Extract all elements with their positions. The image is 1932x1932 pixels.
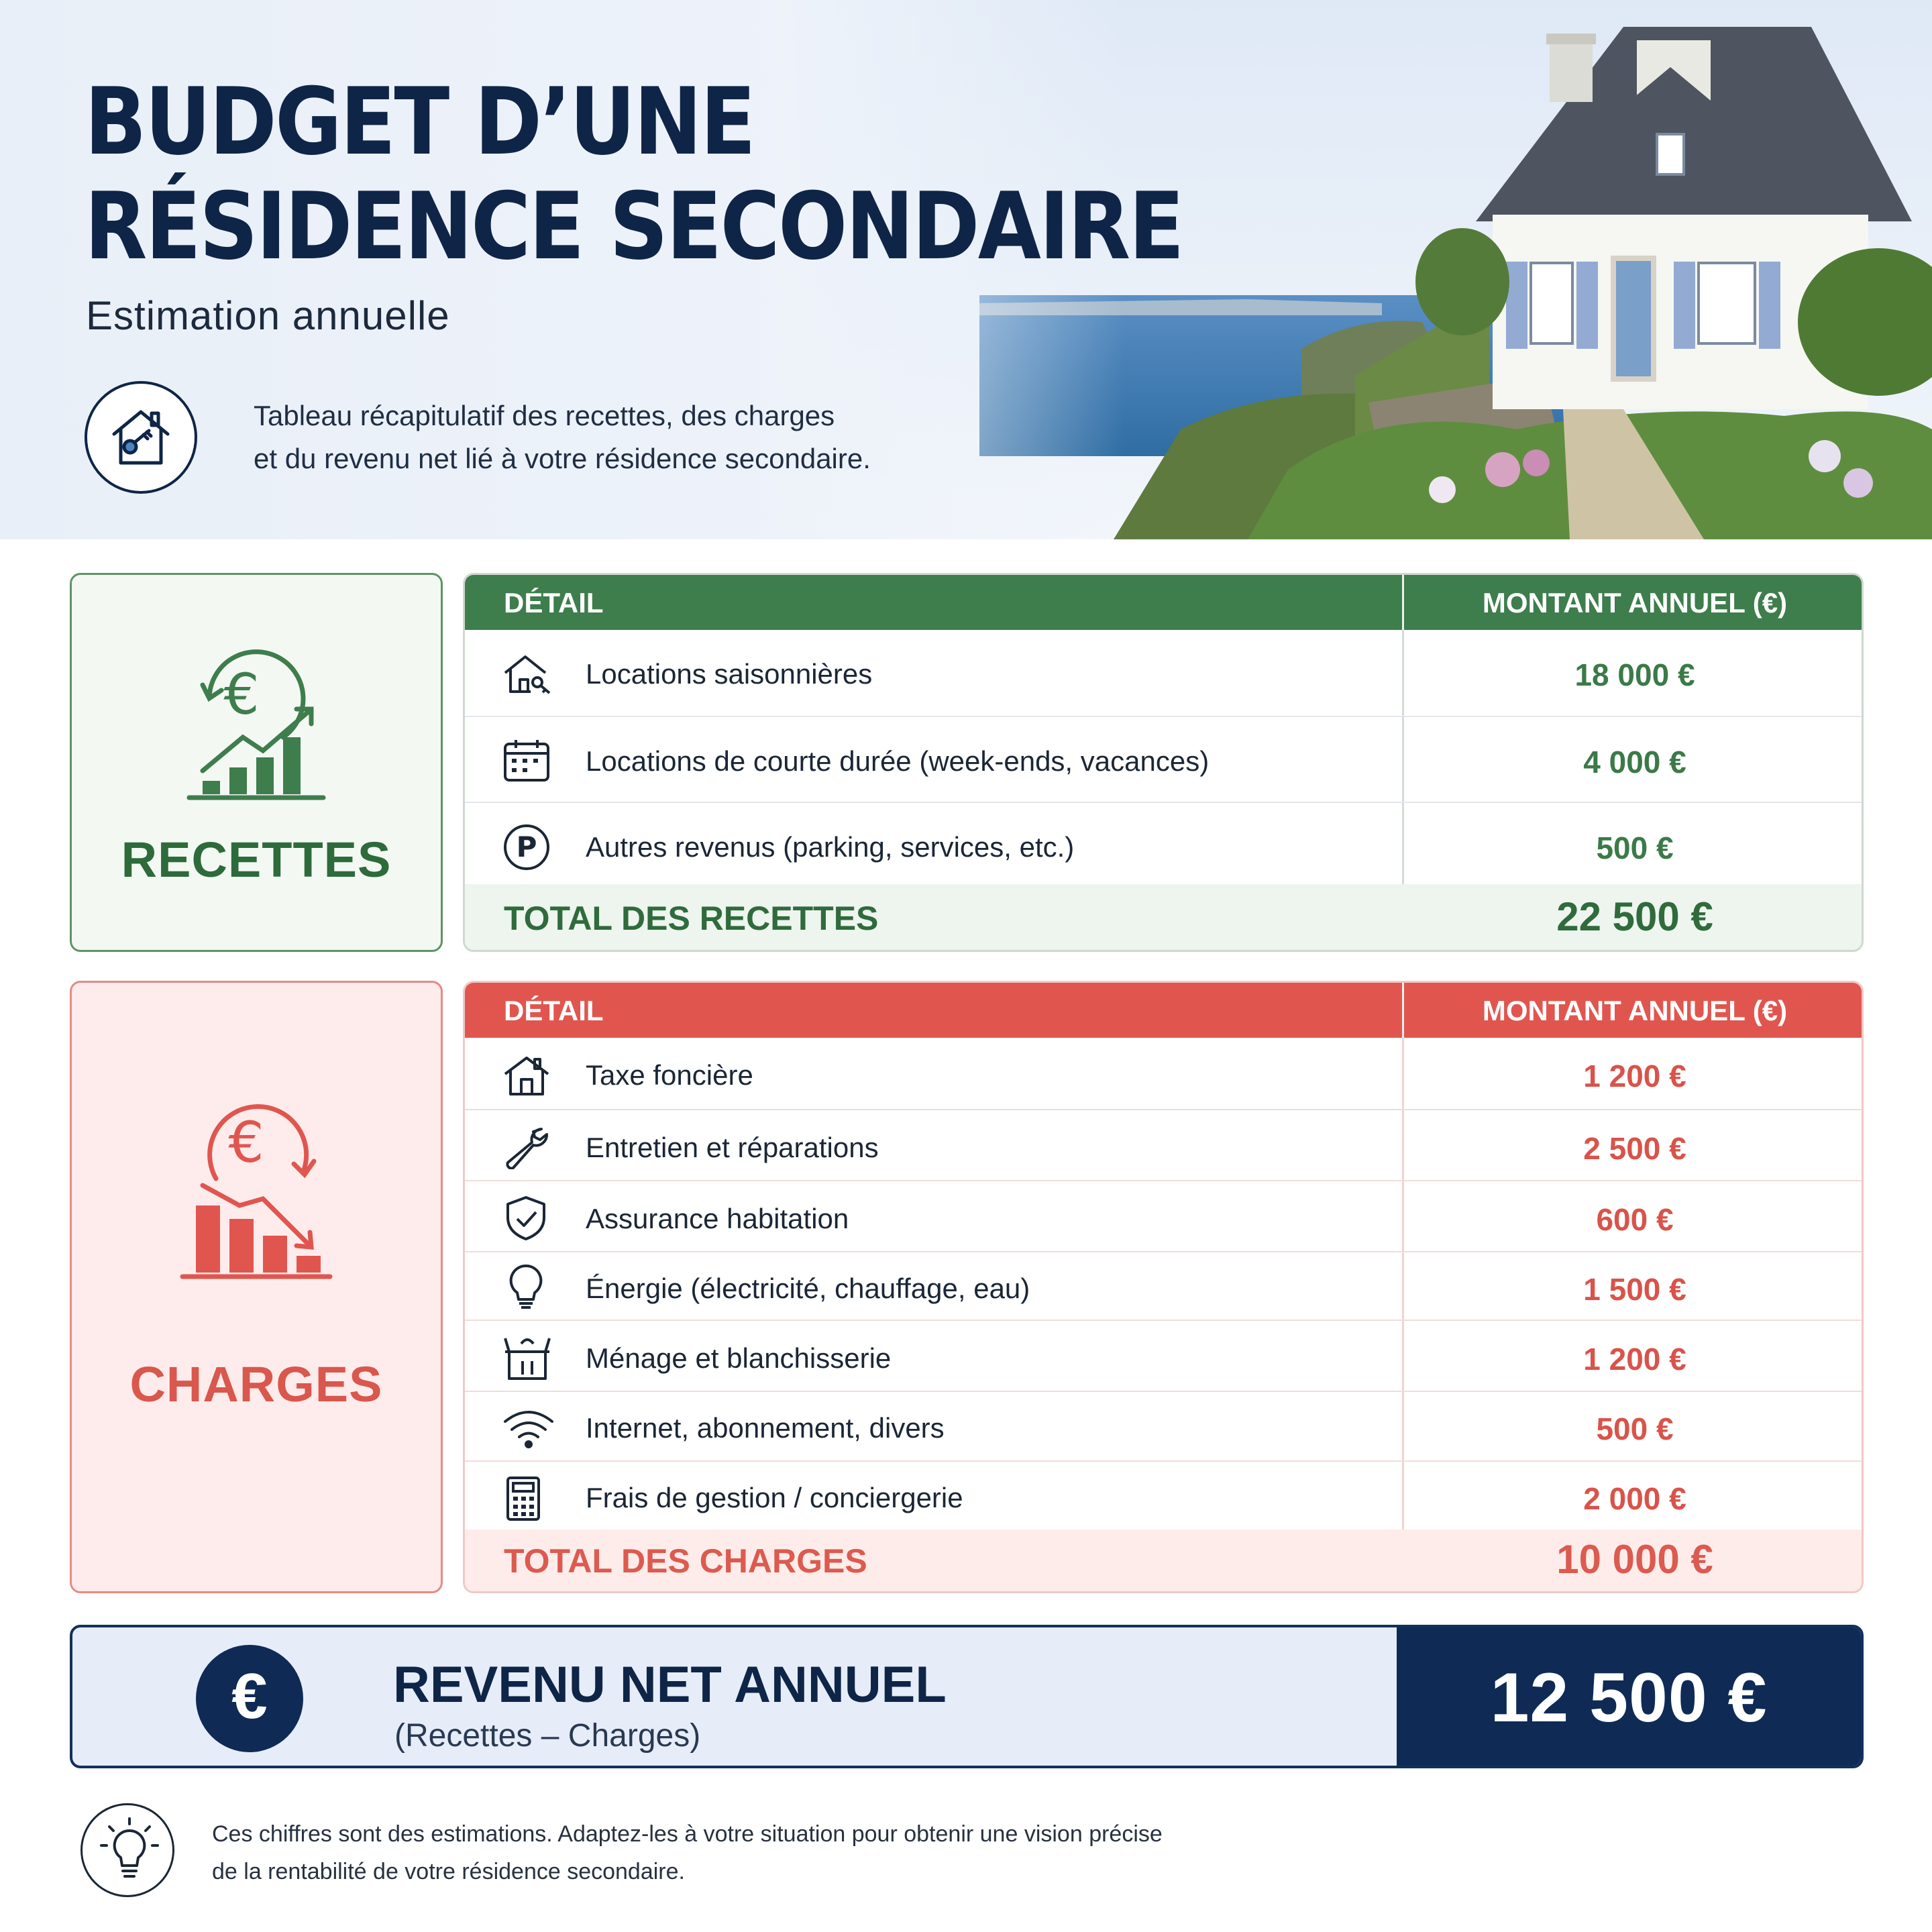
table-row bbox=[465, 1110, 1862, 1181]
recettes-table bbox=[463, 573, 1864, 952]
table-row bbox=[465, 1462, 1862, 1532]
row-amount: 18 000 € bbox=[1574, 657, 1695, 692]
euro-icon bbox=[196, 1645, 303, 1752]
footnote-text bbox=[212, 1815, 1285, 1890]
shield-check-icon bbox=[502, 1195, 549, 1242]
charges-table bbox=[463, 981, 1864, 1593]
page-subtitle: Estimation annuelle bbox=[86, 293, 450, 338]
charges-table-header bbox=[465, 983, 1862, 1038]
table-row bbox=[465, 1321, 1862, 1392]
row-amount: 500 € bbox=[1596, 830, 1674, 865]
intro-text bbox=[254, 394, 924, 480]
table-row bbox=[465, 630, 1862, 717]
col-header-detail: DÉTAIL bbox=[504, 587, 604, 619]
row-amount: 600 € bbox=[1596, 1202, 1674, 1237]
lightbulb-icon bbox=[502, 1263, 549, 1311]
total-amount: 22 500 € bbox=[1556, 894, 1713, 939]
header-banner bbox=[0, 0, 1932, 539]
charges-total-row bbox=[465, 1529, 1862, 1591]
table-row bbox=[465, 1038, 1862, 1110]
row-label: Entretien et réparations bbox=[586, 1132, 879, 1163]
total-label: TOTAL DES RECETTES bbox=[504, 900, 879, 937]
recettes-label: RECETTES bbox=[121, 832, 392, 888]
table-row bbox=[465, 1252, 1862, 1321]
income-growth-icon bbox=[182, 637, 330, 804]
svg-text:€: € bbox=[223, 661, 260, 727]
footnote-line-2: de la rentabilité de votre résidence secondaire. bbox=[212, 1859, 685, 1884]
row-label: Locations de courte durée (week-ends, vacances) bbox=[586, 745, 1210, 777]
row-amount: 4 000 € bbox=[1583, 745, 1686, 780]
house-icon bbox=[502, 1054, 551, 1097]
row-label: Autres revenus (parking, services, etc.) bbox=[586, 831, 1075, 863]
footnote-line-1: Ces chiffres sont des estimations. Adaptez-les à votre situation pour obtenir une vision précise bbox=[212, 1821, 1163, 1847]
row-label: Ménage et blanchisserie bbox=[586, 1342, 892, 1374]
row-amount: 1 200 € bbox=[1583, 1059, 1686, 1093]
row-amount: 2 000 € bbox=[1583, 1481, 1686, 1516]
col-header-amount: MONTANT ANNUEL (€) bbox=[1482, 587, 1788, 619]
row-label: Locations saisonnières bbox=[586, 658, 873, 690]
calendar-icon bbox=[502, 737, 551, 783]
euro-symbol: € bbox=[231, 1660, 268, 1732]
col-header-detail: DÉTAIL bbox=[504, 995, 604, 1026]
row-label: Frais de gestion / conciergerie bbox=[586, 1482, 963, 1513]
row-label: Assurance habitation bbox=[586, 1203, 849, 1234]
wifi-icon bbox=[502, 1408, 555, 1448]
intro-line-2: et du revenu net lié à votre résidence secondaire. bbox=[254, 443, 871, 474]
net-income-banner bbox=[70, 1625, 1864, 1768]
row-amount: 1 200 € bbox=[1583, 1342, 1686, 1377]
net-income-formula: (Recettes – Charges) bbox=[394, 1718, 701, 1754]
net-income-value: 12 500 € bbox=[1490, 1659, 1768, 1737]
row-label: Énergie (électricité, chauffage, eau) bbox=[586, 1273, 1030, 1304]
wrench-icon bbox=[502, 1125, 551, 1169]
row-label: Taxe foncière bbox=[586, 1059, 753, 1091]
row-amount: 1 500 € bbox=[1583, 1272, 1686, 1307]
charges-card bbox=[70, 981, 443, 1593]
total-amount: 10 000 € bbox=[1556, 1537, 1713, 1582]
table-row bbox=[465, 1181, 1862, 1252]
recettes-table-header bbox=[465, 575, 1862, 630]
lightbulb-icon bbox=[80, 1803, 174, 1897]
house-key-icon bbox=[85, 381, 197, 494]
title-line-1: BUDGET D’UNE bbox=[85, 68, 755, 176]
table-row bbox=[465, 1392, 1862, 1462]
net-income-title: REVENU NET ANNUEL bbox=[393, 1656, 947, 1713]
calculator-icon bbox=[502, 1475, 543, 1522]
col-header-amount: MONTANT ANNUEL (€) bbox=[1482, 995, 1788, 1026]
expense-decline-icon bbox=[176, 1085, 337, 1286]
title-line-2: RÉSIDENCE SECONDAIRE bbox=[85, 172, 1183, 280]
recettes-card bbox=[70, 573, 443, 952]
charges-label: CHARGES bbox=[129, 1356, 383, 1412]
house-key-icon bbox=[502, 653, 553, 696]
intro-line-1: Tableau récapitulatif des recettes, des charges bbox=[254, 400, 835, 431]
net-income-value-box bbox=[1397, 1627, 1861, 1766]
table-row bbox=[465, 803, 1862, 889]
page-title bbox=[85, 70, 1183, 279]
parking-icon bbox=[502, 823, 551, 871]
row-amount: 2 500 € bbox=[1583, 1131, 1686, 1166]
svg-text:€: € bbox=[228, 1110, 264, 1175]
cleaning-icon bbox=[502, 1334, 552, 1381]
total-label: TOTAL DES CHARGES bbox=[504, 1542, 867, 1580]
table-row bbox=[465, 717, 1862, 803]
recettes-total-row bbox=[465, 884, 1862, 950]
row-label: Internet, abonnement, divers bbox=[586, 1412, 945, 1444]
row-amount: 500 € bbox=[1596, 1411, 1674, 1446]
svg-text:P: P bbox=[516, 830, 537, 863]
